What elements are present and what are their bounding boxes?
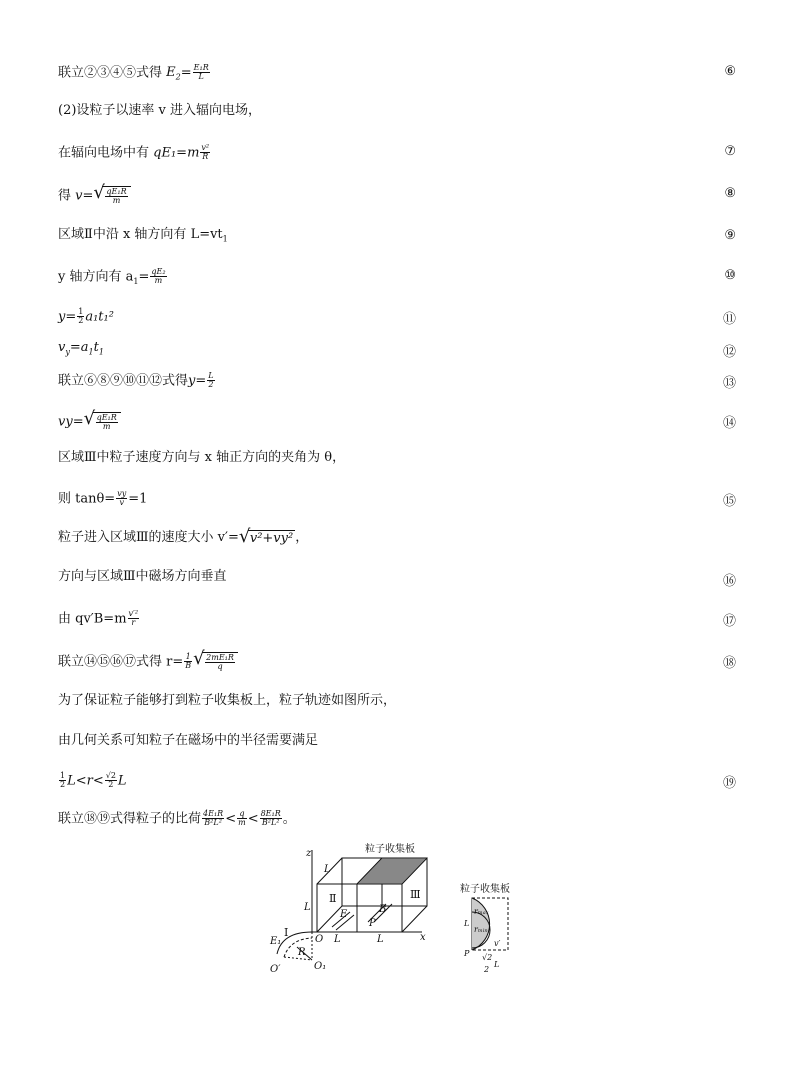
svg-text:√2: √2 bbox=[482, 953, 493, 962]
equation-number: ⑮ bbox=[722, 494, 736, 509]
paragraph-line: 方向与区域Ⅲ中磁场方向垂直 bbox=[58, 569, 227, 584]
equation-line-14: vy= √ $\frac{\text{qE₁R}}{m}$ bbox=[58, 412, 121, 432]
equation-number: ⑧ bbox=[724, 186, 736, 201]
equation-number: ⑦ bbox=[724, 144, 736, 159]
equation-text: qE₁=m bbox=[153, 145, 200, 161]
svg-text:O₁: O₁ bbox=[314, 961, 327, 972]
line-text: 区域Ⅱ中沿 x 轴方向有 L=vt bbox=[58, 227, 223, 242]
line-text: 在辐向电场中有 bbox=[58, 145, 150, 161]
equation-number: ⑪ bbox=[722, 312, 736, 327]
equation-number: ⑲ bbox=[722, 776, 736, 791]
physics-diagram bbox=[262, 842, 542, 982]
svg-text:rₘᵢₙ: rₘᵢₙ bbox=[474, 925, 488, 934]
paragraph-line: 区域Ⅲ中粒子速度方向与 x 轴正方向的夹角为 θ， bbox=[58, 450, 346, 465]
e2-symbol: $E_2$ bbox=[166, 65, 181, 82]
equation-line-8 bbox=[58, 182, 131, 206]
equation-line-7 bbox=[58, 144, 211, 162]
equation-number: ⑯ bbox=[722, 574, 736, 589]
svg-text:x: x bbox=[420, 932, 426, 943]
svg-text:E: E bbox=[340, 909, 348, 920]
svg-text:2: 2 bbox=[484, 965, 490, 974]
svg-text:P: P bbox=[464, 949, 470, 958]
equation-number: ⑩ bbox=[724, 268, 736, 283]
svg-text:rₘₐₓ: rₘₐₓ bbox=[474, 907, 489, 916]
equation-line-17: 由 qv′B=m $\frac{\text{v′²}}{r}$ bbox=[58, 609, 139, 628]
svg-text:z: z bbox=[306, 848, 312, 859]
svg-text:L: L bbox=[377, 934, 384, 945]
svg-text:L: L bbox=[304, 902, 311, 913]
svg-text:R: R bbox=[298, 947, 306, 958]
equation-text: v= bbox=[75, 188, 94, 204]
line-text: y 轴方向有 a bbox=[58, 269, 134, 285]
equation-line-12: $v_y=a_1t_1$ bbox=[58, 340, 104, 357]
equation-number: ⑥ bbox=[724, 64, 736, 79]
svg-text:粒子收集板: 粒子收集板 bbox=[365, 844, 415, 855]
svg-text:粒子收集板: 粒子收集板 bbox=[460, 884, 510, 895]
svg-text:Ⅲ: Ⅲ bbox=[410, 888, 421, 901]
svg-text:v′: v′ bbox=[494, 939, 501, 948]
fraction-v2-r: $\frac{\text{v²}}{R}$ bbox=[201, 143, 210, 162]
svg-text:E₁: E₁ bbox=[270, 936, 282, 947]
fraction-qe2-m: $\frac{\text{qE₂}}{m}$ bbox=[151, 267, 166, 286]
fraction-e1r-l: $\frac{\text{E₁R}}{L}$ bbox=[193, 63, 209, 82]
svg-text:Ⅰ: Ⅰ bbox=[284, 926, 289, 939]
svg-text:O′: O′ bbox=[270, 964, 281, 975]
paragraph-line: 为了保证粒子能够打到粒子收集板上，粒子轨迹如图所示， bbox=[58, 693, 397, 708]
equation-number: ⑨ bbox=[724, 228, 736, 243]
equation-line-18: 联立⑭⑮⑯⑰式得 r= $\frac{1}{B}$ √ $\frac{\text{2mE₁R}}{q}$ bbox=[58, 652, 238, 672]
svg-text:Ⅱ: Ⅱ bbox=[329, 892, 337, 905]
paragraph-line: (2)设粒子以速率 v 进入辐向电场， bbox=[58, 103, 262, 118]
svg-text:L: L bbox=[494, 960, 500, 969]
paragraph-line: 粒子进入区域Ⅲ的速度大小 v′= √ v²+vy² ， bbox=[58, 526, 309, 547]
equation-line-13: 联立⑥⑧⑨⑩⑪⑫式得y= $\frac{L}{2}$ bbox=[58, 371, 214, 390]
line-text: 得 bbox=[58, 188, 72, 204]
paragraph-line: 由几何关系可知粒子在磁场中的半径需要满足 bbox=[58, 733, 319, 748]
equation-number: ⑱ bbox=[722, 656, 736, 671]
equation-line-final: 联立⑱⑲式得粒子的比荷 $\frac{\text{4E₁R}}{\text{B²L²}}$ < $\frac{q}{m}$ < $\frac{\text{8E₁R}}{\text{B²L²}}$ 。 bbox=[58, 809, 296, 828]
equation-number: ⑭ bbox=[722, 416, 736, 431]
equation-number: ⑫ bbox=[722, 345, 736, 360]
equation-line-6 bbox=[58, 64, 211, 82]
equation-line-19: $\frac{1}{2}$ L<r< $\frac{√2}{2}$ L bbox=[60, 771, 127, 790]
equation-number: ⑰ bbox=[722, 614, 736, 629]
equation-line-15: 则 tanθ= $\frac{vy}{v}$ =1 bbox=[58, 489, 148, 508]
svg-text:B: B bbox=[379, 904, 387, 915]
svg-text:O: O bbox=[315, 934, 324, 945]
equation-line-10: y 轴方向有 $a_1=$ $\frac{\text{qE₂}}{m}$ bbox=[58, 267, 166, 286]
svg-text:L: L bbox=[324, 864, 331, 875]
equals: = bbox=[180, 65, 192, 81]
svg-text:P: P bbox=[369, 918, 376, 929]
sqrt-expression: √ $\frac{\text{qE₁R}}{m}$ bbox=[93, 186, 130, 206]
equation-line-11: y= $\frac{1}{2}$ a₁t₁² bbox=[58, 307, 114, 326]
equation-number: ⑬ bbox=[722, 376, 736, 391]
svg-text:L: L bbox=[334, 934, 341, 945]
svg-text:L: L bbox=[464, 919, 470, 928]
collector-plate bbox=[357, 858, 427, 884]
line-text: 联立②③④⑤式得 bbox=[58, 65, 163, 81]
equation-line-9: 区域Ⅱ中沿 x 轴方向有 $L=vt_1$ bbox=[58, 227, 228, 244]
